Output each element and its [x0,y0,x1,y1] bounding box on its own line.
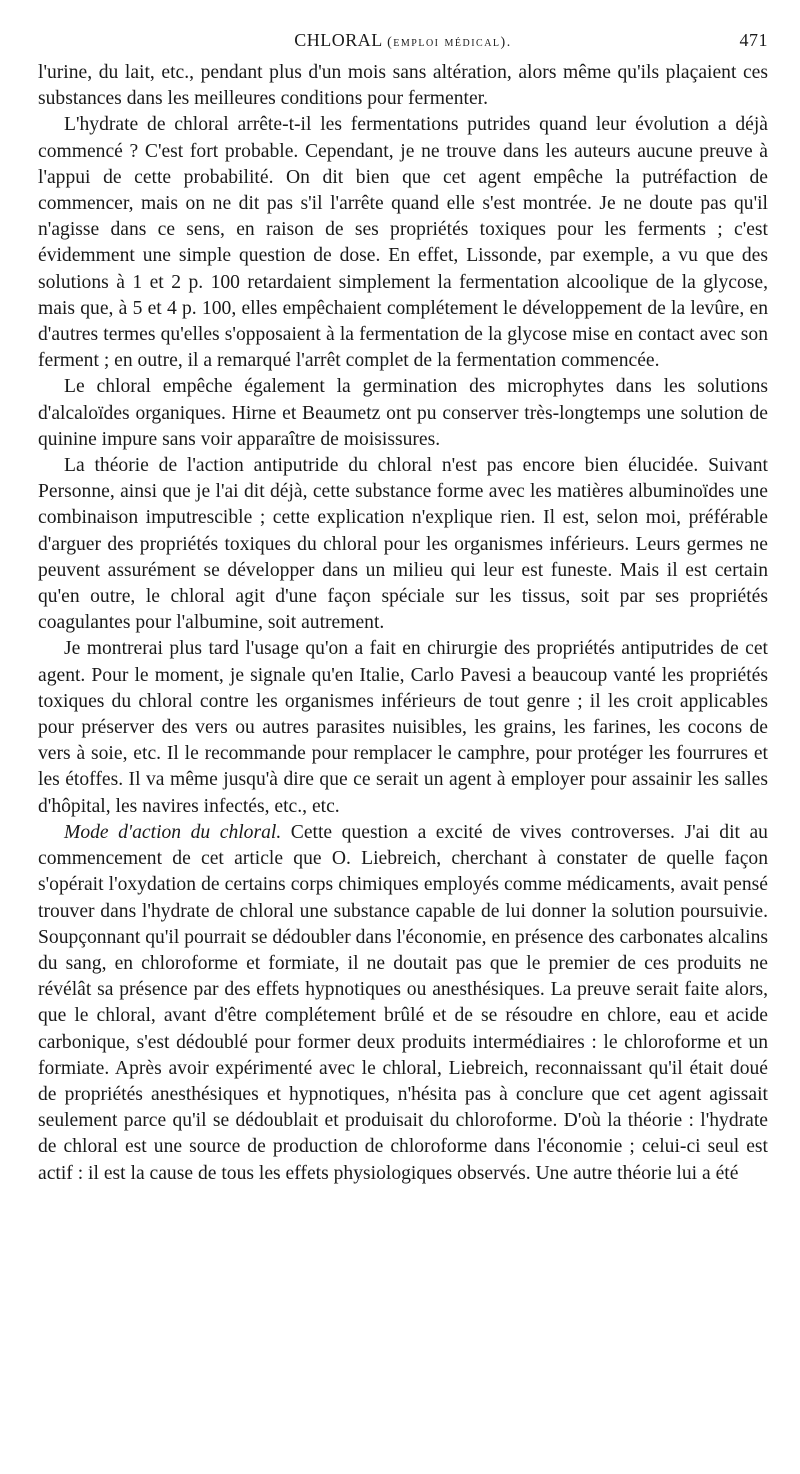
paragraph-text: Je montrerai plus tard l'usage qu'on a fait en chirurgie des propriétés antiputrides de cet agent. Pour le moment, je signale qu'en Italie, Carlo Pavesi a beaucoup vanté les propriétés toxiques du chloral contre les organismes inférieurs de tout genre ; il les croit applicables pour préserver des vers ou autres parasites nuisibles, les grains, les farines, les cocons de vers à soie, etc. Il le recommande pour remplacer le camphre, pour protéger les fourrures et les étoffes. Il va même jusqu'à dire que ce serait un agent à employer pour assainir les salles d'hôpital, les navires infectés, etc., etc. [38,638,768,817]
book-page [38,26,768,1187]
paragraph-continuation [38,60,768,112]
running-title [38,30,768,51]
paragraph-putrid-fermentation [38,112,768,374]
paragraph-microphytes [38,374,768,453]
paragraph-antiputrid-theory [38,453,768,636]
paragraph-text: L'hydrate de chloral arrête-t-il les fermentations putrides quand leur évolution a déjà commencé ? C'est fort probable. Cependant, je ne trouve dans les auteurs aucune preuve à l'appui de cette probabilité. On dit bien que cet agent empêche la putréfaction de commencer, mais on ne dit pas s'il l'arrête quand elle s'est montrée. Je ne doute pas qu'il n'agisse dans ce sens, en raison de ses propriétés toxiques pour les ferments ; c'est évidemment une simple question de dose. En effet, Lissonde, par exemple, a vu que des solutions à 1 et 2 p. 100 retardaient simplement la fermentation alcoolique de la glycose, mais que, à 5 et 4 p. 100, elles empêchaient complétement le développement de la levûre, en d'autres termes qu'elles s'opposaient à la fermentation de la glycose mise en contact avec son ferment ; en outre, il a remarqué l'arrêt complet de la fermentation commencée. [38,114,768,372]
paragraph-text: Le chloral empêche également la germination des microphytes dans les solutions d'alcaloïdes organiques. Hirne et Beaumetz ont pu conserver très-longtemps une solution de quinine impure sans voir apparaître de moisissures. [38,376,768,450]
paragraph-surgery-usage [38,636,768,819]
paragraph-mode-of-action [38,820,768,1187]
paragraph-text: La théorie de l'action antiputride du chloral n'est pas encore bien élucidée. Suivant Personne, ainsi que je l'ai dit déjà, cette substance forme avec les matières albuminoïdes une combinaison imputrescible ; cette explication n'explique rien. Il est, selon moi, préférable d'arguer des propriétés toxiques du chloral pour les organismes inférieurs. Leurs germes ne peuvent assurément se développer dans un milieu qui leur est funeste. Mais il est certain qu'en outre, le chloral agit d'une façon spéciale sur les tissus, soit par ses propriétés coagulantes pour l'albumine, soit autrement. [38,455,768,634]
body-text [38,60,768,1187]
paragraph-text: l'urine, du lait, etc., pendant plus d'un mois sans altération, alors même qu'ils plaçaient ces substances dans les meilleures conditions pour fermenter. [38,62,768,110]
page-number: 471 [739,30,768,50]
running-header [38,26,768,60]
running-title-main: CHLORAL [294,30,383,50]
paragraph-text: Cette question a excité de vives controverses. J'ai dit au commencement de cet article que O. Liebreich, cherchant à constater de quelle façon s'opérait l'oxydation de certains corps chimiques employés comme médicaments, avait pensé trouver dans l'hydrate de chloral une substance capable de lui donner la solution poursuivie. Soupçonnant qu'il pourrait se dédoubler dans l'économie, en présence des carbonates alcalins du sang, en chloroforme et formiate, il ne doutait pas que le premier de ces produits ne révélât sa présence par des effets hypnotiques ou anesthésiques. La preuve serait faite alors, que le chloral, avant d'être complétement brûlé et de se résoudre en chlore, eau et acide carbonique, s'est dédoublé pour former deux produits intermédiaires : le chloroforme et un formiate. Après avoir expérimenté avec le chloral, Liebreich, reconnaissant qu'il était doué de propriétés anesthésiques et hypnotiques, n'hésita pas à conclure que cet agent agissait seulement parce qu'il se dédoublait et produisait du chloroforme. D'où la théorie : l'hydrate de chloral est une source de production de chloroforme dans l'économie ; celui-ci seul est actif : il est la cause de tous les effets physiologiques observés. Une autre théorie lui a été [38,821,768,1184]
running-title-subtitle: (emploi médical). [387,35,512,50]
section-lead-heading: Mode d'action du chloral. [64,821,282,843]
